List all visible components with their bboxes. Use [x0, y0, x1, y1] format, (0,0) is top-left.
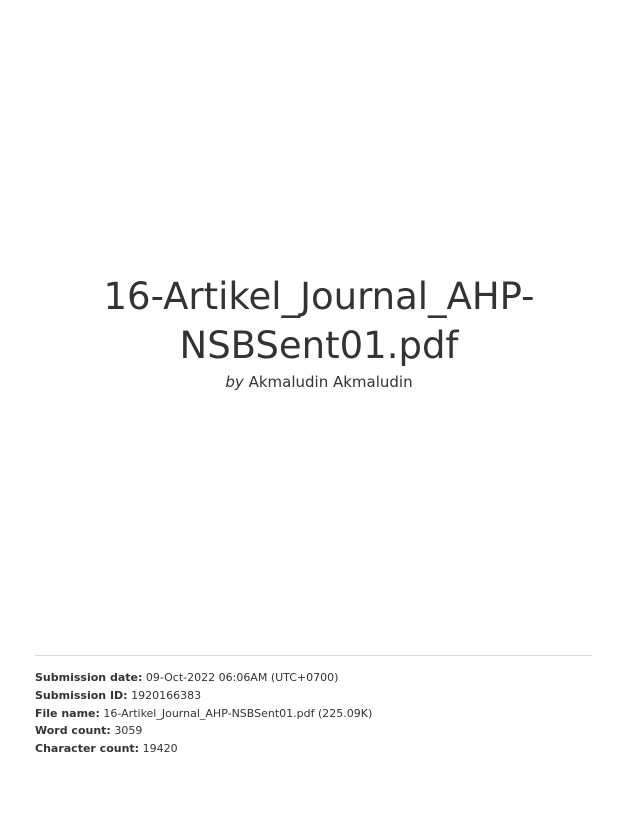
character-count-value: 19420: [142, 742, 178, 756]
divider: [35, 655, 592, 656]
word-count-row: [35, 722, 372, 740]
file-name-value: 16-Artikel_Journal_AHP-NSBSent01.pdf (225.09K): [103, 706, 373, 720]
character-count-row: [35, 740, 372, 758]
submission-id-row: [35, 687, 372, 705]
document-title-line-2: NSBSent01.pdf: [179, 324, 459, 367]
submission-id-label: Submission ID:: [35, 688, 128, 702]
document-title-line-1: 16-Artikel_Journal_AHP-: [103, 275, 535, 318]
author-name: Akmaludin Akmaludin: [248, 373, 413, 391]
submission-info: [35, 669, 372, 758]
document-title: [60, 272, 578, 370]
word-count-value: 3059: [114, 724, 143, 738]
character-count-label: Character count:: [35, 742, 140, 756]
word-count-label: Word count:: [35, 724, 111, 738]
file-name-label: File name:: [35, 706, 100, 720]
file-name-row: [35, 705, 372, 723]
submission-date-row: [35, 669, 372, 687]
title-block: [60, 272, 578, 392]
submission-date-label: Submission date:: [35, 671, 143, 684]
by-label: by: [225, 373, 244, 391]
submission-id-value: 1920166383: [131, 688, 202, 702]
author-byline: [60, 372, 578, 392]
submission-date-value: 09-Oct-2022 06:06AM (UTC+0700): [145, 671, 339, 684]
